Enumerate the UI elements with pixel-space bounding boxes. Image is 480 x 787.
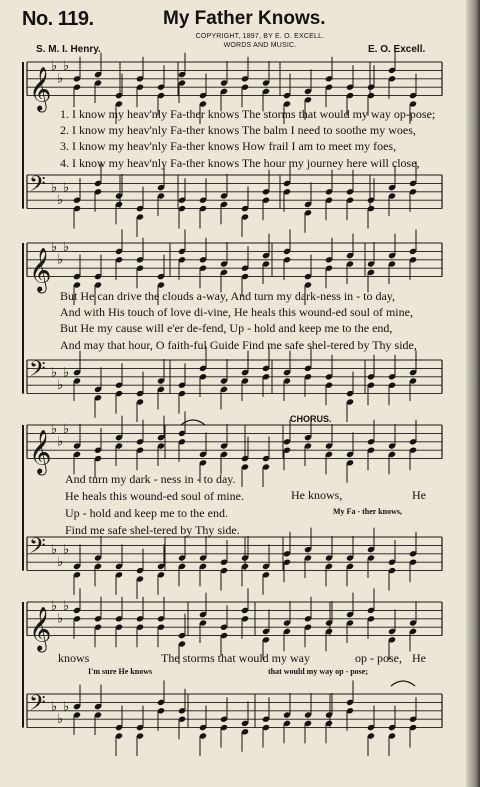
- verse-line: Find me safe shel-tered by Thy side.: [65, 523, 240, 537]
- flat-icon: ♭: [51, 180, 58, 196]
- flat-icon: ♭: [51, 59, 58, 74]
- chorus-he-knows: He knows,: [291, 488, 343, 502]
- chorus-alto-text: My Fa - ther knows,: [333, 507, 402, 516]
- flat-icon: ♭: [63, 599, 70, 614]
- chorus-he: He: [412, 488, 426, 502]
- verse-line: He heals this wound-ed soul of mine.: [65, 489, 244, 503]
- bass-clef-icon: 𝄢: [29, 357, 46, 387]
- flat-icon: ♭: [57, 434, 64, 450]
- alto-im-sure: I'm sure He knows: [88, 667, 153, 676]
- verse-line: 1. I know my heav'nly Fa-ther knows The storms that would my way op-pose;: [60, 107, 436, 121]
- flat-icon: ♭: [63, 422, 70, 437]
- flat-icon: ♭: [63, 542, 70, 558]
- flat-icon: ♭: [63, 240, 70, 255]
- flat-icon: ♭: [63, 180, 70, 196]
- lyric-oppose: op - pose,: [355, 651, 402, 665]
- verse-line: 4. I know my heav'nly Fa-ther knows The hour my journey here will close,: [60, 155, 420, 170]
- flat-icon: ♭: [57, 611, 64, 627]
- hymn-number: No. 119.: [22, 8, 94, 30]
- flat-icon: ♭: [63, 365, 70, 381]
- verse-block-2: [60, 288, 417, 353]
- treble-clef-icon: 𝄞: [29, 606, 52, 651]
- flat-icon: ♭: [57, 712, 64, 727]
- verse-line: And with His touch of love di-vine, He heals this wound-ed soul of mine,: [60, 305, 413, 320]
- fermata-icon: [391, 681, 415, 686]
- lyricist-credit: S. M. I. Henry.: [36, 44, 101, 55]
- verse-line: But He can drive the clouds a-way, And turn my dark-ness in - to day,: [60, 289, 396, 303]
- verse-line: 3. I know my heav'nly Fa-ther knows How frail I am to meet my foes,: [60, 139, 397, 154]
- treble-clef-icon: 𝄞: [29, 66, 52, 111]
- flat-icon: ♭: [63, 699, 70, 715]
- bass-clef-icon: 𝄢: [29, 534, 46, 564]
- chorus-label: CHORUS.: [290, 414, 332, 424]
- verse-block-3: [65, 471, 244, 539]
- page-edge: [466, 0, 480, 787]
- treble-clef-icon: 𝄞: [29, 429, 52, 474]
- copyright-line: COPYRIGHT, 1897, BY E. O. EXCELL.: [195, 33, 325, 40]
- verse-line: And turn my dark - ness in - to day.: [65, 472, 236, 486]
- flat-icon: ♭: [51, 365, 58, 381]
- composer-credit: E. O. Excell.: [368, 44, 426, 55]
- alto-that-would: that would my way op - pose;: [268, 667, 369, 676]
- verse-line: And may that hour, O faith-ful Guide Find me safe shel-tered by Thy side,: [60, 337, 417, 352]
- flat-icon: ♭: [51, 699, 58, 715]
- flat-icon: ♭: [51, 422, 58, 437]
- verse-line: 2. I know my heav'nly Fa-ther knows The balm I need to soothe my woes,: [60, 123, 416, 138]
- bass-clef-icon: 𝄢: [29, 172, 46, 202]
- flat-icon: ♭: [63, 59, 70, 74]
- lyric-he: He: [412, 651, 426, 665]
- lyric-storms: The storms that would my way: [161, 651, 310, 665]
- flat-icon: ♭: [57, 378, 64, 393]
- flat-icon: ♭: [57, 252, 64, 268]
- verse-line: Up - hold and keep me to the end.: [65, 506, 228, 520]
- flat-icon: ♭: [51, 542, 58, 558]
- hymn-title: My Father Knows.: [163, 8, 326, 29]
- bass-clef-icon: 𝄢: [29, 691, 46, 721]
- flat-icon: ♭: [51, 599, 58, 614]
- verse-block-1: [60, 106, 435, 171]
- flat-icon: ♭: [57, 193, 64, 208]
- words-and-music-line: WORDS AND MUSIC.: [223, 42, 297, 49]
- verse-line: But He my cause will e'er de-fend, Up - hold and keep me to the end,: [60, 321, 393, 336]
- flat-icon: ♭: [51, 240, 58, 255]
- treble-clef-icon: 𝄞: [29, 247, 52, 292]
- lyric-knows: knows: [58, 651, 90, 665]
- flat-icon: ♭: [57, 71, 64, 87]
- flat-icon: ♭: [57, 555, 64, 570]
